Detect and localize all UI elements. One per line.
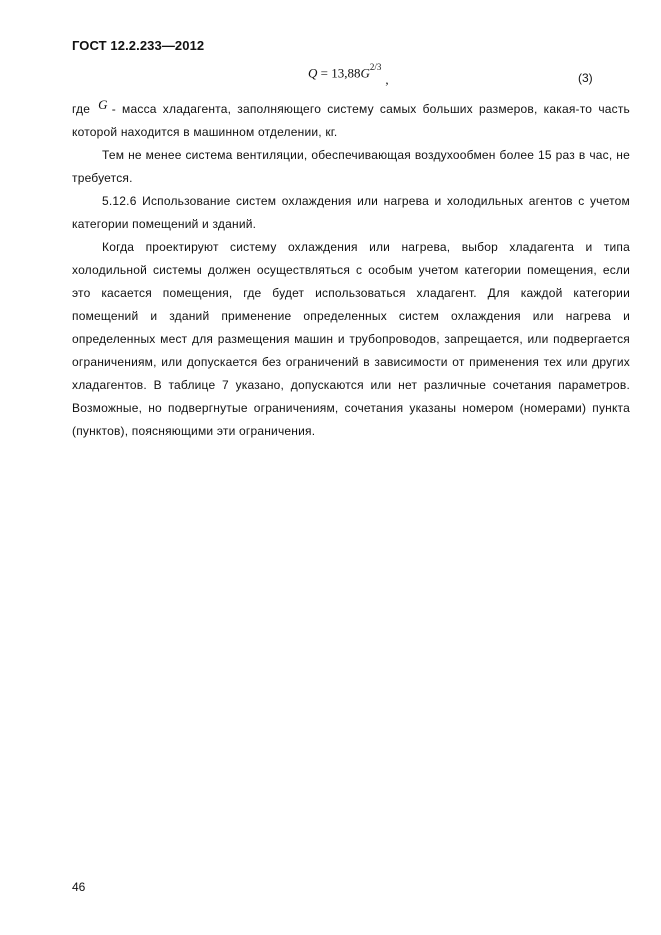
formula-lhs: Q	[308, 65, 318, 81]
formula-variable: G	[360, 65, 370, 81]
where-definition: - масса хладагента, заполняющего систему самых больших размеров, какая-то часть которой находится в машинном отделении, кг.	[72, 102, 630, 139]
paragraph-ventilation: Тем не менее система вентиляции, обеспечивающая воздухообмен более 15 раз в час, не требуется.	[72, 148, 630, 185]
formula-3	[308, 62, 389, 88]
paragraph-section-5-12-6: 5.12.6 Использование систем охлаждения или нагрева и холодильных агентов с учетом категории помещений и зданий.	[72, 194, 630, 231]
equation-number: (3)	[578, 71, 593, 85]
body-text	[72, 97, 630, 443]
paragraph-where	[72, 97, 630, 144]
variable-g: G	[98, 97, 108, 112]
where-prefix: где	[72, 102, 91, 116]
formula-exponent: 2/3	[369, 62, 382, 72]
paragraph-design: Когда проектируют систему охлаждения или нагрева, выбор хладагента и типа холодильной системы должен осуществляться с особым учетом категории помещения, если это касается помещения, где будет использоваться хладагент. Для каждой категории помещений и зданий применение определенных систем охлаждения или нагрева и определенных мест для размещения машин и трубопроводов, запрещается, или подвергается ограничениям, или допускается без ограничений в зависимости от применения тех или других хладагентов. В таблице 7 указано, допускаются или нет различные сочетания параметров. Возможные, но подвергнутые ограничениям, сочетания указаны номером (номерами) пункта (пунктов), поясняющими эти ограничения.	[72, 240, 630, 438]
document-header: ГОСТ 12.2.233—2012	[72, 38, 205, 53]
formula-equals: = 13,88	[317, 65, 361, 81]
page-number: 46	[72, 880, 86, 894]
formula-comma: ,	[385, 72, 389, 88]
